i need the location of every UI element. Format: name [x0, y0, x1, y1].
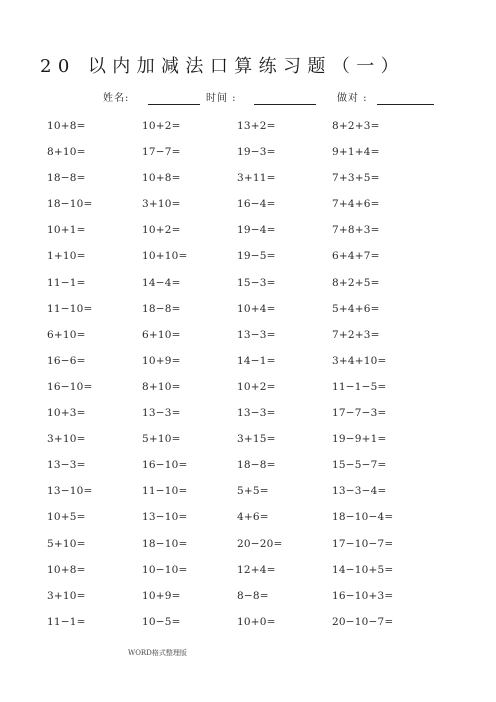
problem-item: 10+5= [47, 511, 86, 524]
problem-item: 10+0= [237, 615, 276, 628]
problem-item: 10+10= [142, 250, 188, 263]
problem-item: 6+4+7= [332, 250, 380, 263]
problem-item: 12+4= [237, 563, 276, 576]
problem-item: 18−8= [237, 459, 276, 472]
problem-row [47, 299, 467, 325]
problem-item: 13−3= [237, 407, 276, 420]
problem-row [47, 560, 467, 586]
problem-item: 10+8= [47, 120, 86, 132]
problem-item: 15−5−7= [332, 459, 387, 472]
problem-item: 14−4= [142, 276, 181, 289]
problem-row [47, 351, 467, 377]
problem-row [47, 455, 467, 481]
problem-item: 13−10= [142, 511, 188, 524]
problem-item: 19−5= [237, 250, 276, 263]
problem-row [47, 142, 467, 168]
problem-item: 7+3+5= [332, 172, 380, 185]
problem-item: 3+11= [237, 172, 276, 185]
problem-row [47, 612, 467, 638]
problem-item: 5+10= [47, 537, 86, 550]
problem-item: 16−6= [47, 354, 86, 367]
problem-item: 18−10= [47, 198, 93, 211]
problem-item: 10+8= [47, 563, 86, 576]
correct-label: 做对 : [337, 93, 368, 104]
problem-item: 17−10−7= [332, 537, 394, 550]
problem-item: 3+4+10= [332, 354, 387, 367]
page-title: 20 以内加减法口算练习题（一） [40, 56, 406, 77]
problem-item: 10+9= [142, 354, 181, 367]
problem-row [47, 507, 467, 533]
problem-item: 17−7−3= [332, 407, 387, 420]
footer-note: WORD格式整理版 [128, 649, 187, 657]
problem-item: 9+1+4= [332, 146, 380, 159]
problem-item: 7+4+6= [332, 198, 380, 211]
correct-blank[interactable] [377, 104, 434, 105]
problem-item: 1+10= [47, 250, 86, 263]
problem-item: 16−10= [142, 459, 188, 472]
problem-row [47, 116, 467, 142]
problem-item: 16−10+3= [332, 589, 394, 602]
problem-item: 10+2= [237, 380, 276, 393]
problem-item: 7+2+3= [332, 328, 380, 341]
time-label: 时间 : [206, 93, 237, 104]
problem-item: 20−20= [237, 537, 283, 550]
problem-item: 19−9+1= [332, 433, 387, 446]
problem-item: 3+10= [47, 433, 86, 446]
problem-item: 11−10= [142, 485, 188, 498]
problem-item: 8−8= [237, 589, 269, 602]
problem-item: 19−3= [237, 146, 276, 159]
problem-item: 5+10= [142, 433, 181, 446]
problem-item: 10−5= [142, 615, 181, 628]
problem-row [47, 429, 467, 455]
problem-item: 13−3= [142, 407, 181, 420]
problem-item: 6+10= [47, 328, 86, 341]
problem-row [47, 325, 467, 351]
problem-item: 10+9= [142, 589, 181, 602]
problem-item: 13−3−4= [332, 485, 387, 498]
time-blank[interactable] [254, 104, 316, 105]
problem-item: 16−10= [47, 380, 93, 393]
problem-item: 5+4+6= [332, 302, 380, 315]
problem-item: 6+10= [142, 328, 181, 341]
problem-row [47, 246, 467, 272]
problem-item: 5+5= [237, 485, 269, 498]
problem-item: 13−3= [237, 328, 276, 341]
problem-item: 11−1−5= [332, 380, 387, 393]
name-blank[interactable] [148, 104, 200, 105]
problem-item: 3+10= [142, 198, 181, 211]
problem-item: 11−10= [47, 302, 93, 315]
problem-row [47, 377, 467, 403]
problem-item: 11−1= [47, 276, 86, 289]
problem-item: 8+10= [142, 380, 181, 393]
problem-item: 3+10= [47, 589, 86, 602]
problem-row [47, 220, 467, 246]
problem-item: 10+2= [142, 120, 181, 132]
problem-item: 18−8= [47, 172, 86, 185]
problem-item: 14−1= [237, 354, 276, 367]
problem-item: 3+15= [237, 433, 276, 446]
problem-row [47, 586, 467, 612]
problem-item: 10+1= [47, 224, 86, 237]
problem-item: 11−1= [47, 615, 86, 628]
problem-grid [47, 116, 467, 638]
problem-item: 15−3= [237, 276, 276, 289]
problem-item: 13+2= [237, 120, 276, 132]
problem-item: 13−10= [47, 485, 93, 498]
problem-row [47, 403, 467, 429]
problem-item: 8+2+3= [332, 120, 380, 132]
problem-row [47, 534, 467, 560]
name-label: 姓名: [103, 93, 130, 104]
problem-item: 4+6= [237, 511, 269, 524]
problem-item: 10+8= [142, 172, 181, 185]
problem-item: 14−10+5= [332, 563, 394, 576]
problem-item: 10+4= [237, 302, 276, 315]
problem-item: 10+2= [142, 224, 181, 237]
problem-row [47, 273, 467, 299]
problem-row [47, 194, 467, 220]
problem-item: 8+10= [47, 146, 86, 159]
student-info-row [0, 88, 496, 108]
problem-item: 8+2+5= [332, 276, 380, 289]
problem-item: 16−4= [237, 198, 276, 211]
problem-item: 13−3= [47, 459, 86, 472]
problem-item: 10−10= [142, 563, 188, 576]
problem-item: 20−10−7= [332, 615, 394, 628]
problem-item: 10+3= [47, 407, 86, 420]
problem-item: 17−7= [142, 146, 181, 159]
problem-item: 18−10= [142, 537, 188, 550]
problem-item: 19−4= [237, 224, 276, 237]
problem-row [47, 481, 467, 507]
problem-row [47, 168, 467, 194]
problem-item: 18−8= [142, 302, 181, 315]
problem-item: 7+8+3= [332, 224, 380, 237]
problem-item: 18−10−4= [332, 511, 394, 524]
